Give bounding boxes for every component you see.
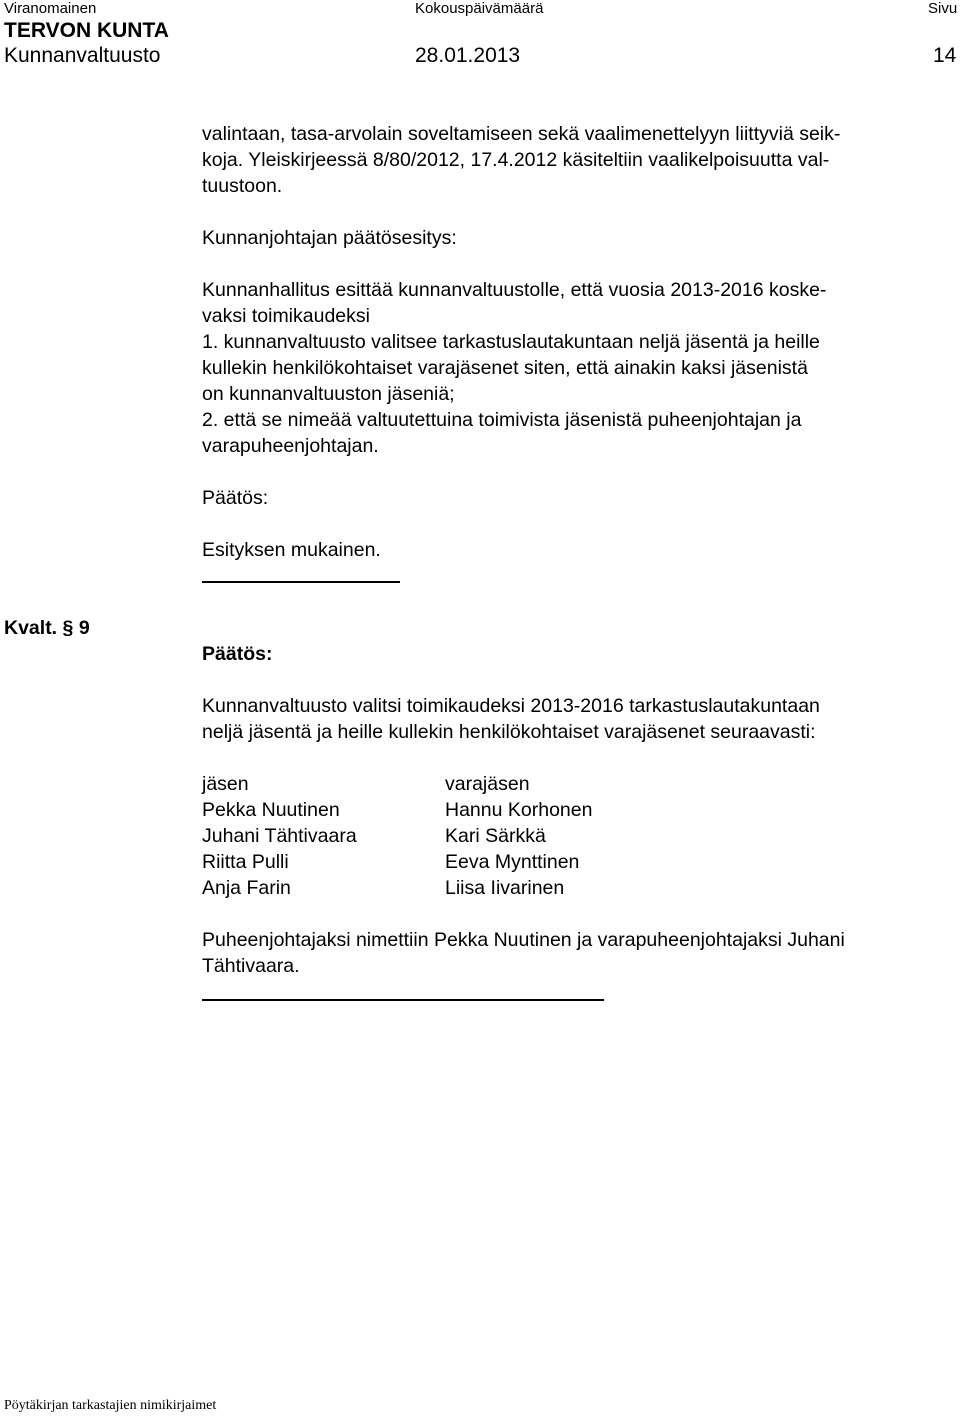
body-name: Kunnanvaltuusto <box>4 44 161 67</box>
member-name: Juhani Tähtivaara <box>202 825 357 847</box>
proposal-line: varapuheenjohtajan. <box>202 435 379 457</box>
member-name: Anja Farin <box>202 877 291 899</box>
decision-heading-bold: Päätös: <box>202 643 273 665</box>
decision-line: neljä jäsentä ja heille kullekin henkilökohtaiset varajäsenet seuraavasti: <box>202 721 816 743</box>
decision-text: Esityksen mukainen. <box>202 539 381 561</box>
section-divider <box>202 581 400 583</box>
meeting-date: 28.01.2013 <box>415 44 521 67</box>
deputies-column <box>445 771 592 901</box>
deputy-name: Hannu Korhonen <box>445 799 593 821</box>
header-label-meeting-date: Kokouspäivämäärä <box>415 0 544 17</box>
proposal-line: kullekin henkilökohtaiset varajäsenet siten, että ainakin kaksi jäsenistä <box>202 357 808 379</box>
footer-signature-label: Pöytäkirjan tarkastajien nimikirjaimet <box>4 1398 217 1413</box>
proposal-line: 2. että se nimeää valtuutettuina toimivista jäsenistä puheenjohtajan ja <box>202 409 802 431</box>
deputy-name: Kari Särkkä <box>445 825 546 847</box>
item-number <box>4 615 90 641</box>
proposal-line: Kunnanhallitus esittää kunnanvaltuustolle, että vuosia 2013-2016 koske- <box>202 279 827 301</box>
decision-paragraph <box>202 693 942 745</box>
proposal-heading: Kunnanjohtajan päätösesitys: <box>202 227 457 249</box>
member-name: Pekka Nuutinen <box>202 799 340 821</box>
decision-heading: Päätös: <box>202 487 269 509</box>
intro-line: koja. Yleiskirjeessä 8/80/2012, 17.4.2012 käsiteltiin vaalikelpoisuutta val- <box>202 149 830 171</box>
deputies-column-header: varajäsen <box>445 773 530 795</box>
header-label-authority: Viranomainen <box>4 0 97 17</box>
item-number-value: 9 <box>78 617 90 639</box>
members-column-header: jäsen <box>202 773 249 795</box>
proposal-line: 1. kunnanvaltuusto valitsee tarkastuslautakuntaan neljä jäsentä ja heille <box>202 331 820 353</box>
intro-line: tuustoon. <box>202 175 283 197</box>
chair-line: Puheenjohtajaksi nimettiin Pekka Nuutinen ja varapuheenjohtajaksi Juhani <box>202 929 845 951</box>
chair-paragraph <box>202 927 942 979</box>
members-column <box>202 771 357 901</box>
header-label-page: Sivu <box>928 0 958 17</box>
proposal-line: on kunnanvaltuuston jäseniä; <box>202 383 455 405</box>
proposal-line: vaksi toimikaudeksi <box>202 305 370 327</box>
end-divider <box>202 999 604 1001</box>
member-name: Riitta Pulli <box>202 851 289 873</box>
deputy-name: Liisa Iivarinen <box>445 877 565 899</box>
page-number: 14 <box>933 44 957 67</box>
intro-paragraph <box>202 121 942 199</box>
proposal-paragraph <box>202 277 942 459</box>
section-symbol: § <box>62 617 74 639</box>
organization-name: TERVON KUNTA <box>4 19 169 42</box>
item-label: Kvalt. <box>4 617 58 639</box>
intro-line: valintaan, tasa-arvolain soveltamiseen sekä vaalimenettelyyn liittyviä seik- <box>202 123 841 145</box>
decision-line: Kunnanvaltuusto valitsi toimikaudeksi 2013-2016 tarkastuslautakuntaan <box>202 695 820 717</box>
chair-line: Tähtivaara. <box>202 955 300 977</box>
deputy-name: Eeva Mynttinen <box>445 851 580 873</box>
